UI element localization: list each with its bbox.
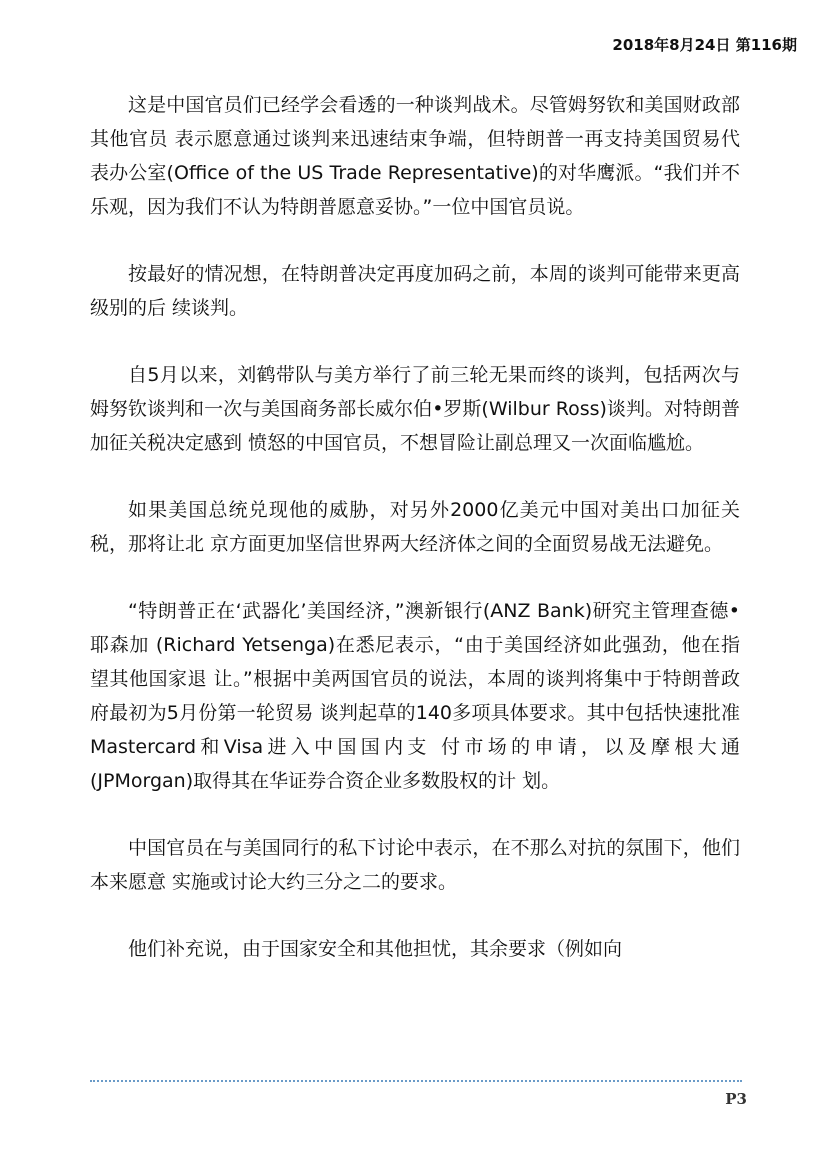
- article-body: [90, 88, 740, 999]
- paragraph-5: “特朗普正在‘武器化’美国经济，”澳新银行(ANZ Bank)研究主管理查德•耶森加 (Richard Yetsenga)在悉尼表示，“由于美国经济如此强劲，他在指望其他国家退 让。”根据中美两国官员的说法，本周的谈判将集中于特朗普政府最初为5月份第一轮贸易 谈判起草的140多项具体要求。其中包括快速批准Mastercard和Visa进入中国国内支 付市场的申请，以及摩根大通(JPMorgan)取得其在华证券合资企业多数股权的计 划。: [90, 600, 740, 792]
- paragraph-6: 中国官员在与美国同行的私下讨论中表示，在不那么对抗的氛围下，他们本来愿意 实施或讨论大约三分之二的要求。: [90, 837, 740, 893]
- paragraph-3: 自5月以来，刘鹤带队与美方举行了前三轮无果而终的谈判，包括两次与姆努钦谈判和一次与美国商务部长威尔伯•罗斯(Wilbur Ross)谈判。对特朗普加征关税决定感到 愤怒的中国官员，不想冒险让副总理又一次面临尴尬。: [90, 364, 740, 454]
- footer-divider: [90, 1080, 742, 1082]
- paragraph-4: 如果美国总统兑现他的威胁，对另外2000亿美元中国对美出口加征关税，那将让北 京方面更加坚信世界两大经济体之间的全面贸易战无法避免。: [90, 499, 740, 555]
- paragraph-2: 按最好的情况想，在特朗普决定再度加码之前，本周的谈判可能带来更高级别的后 续谈判。: [90, 263, 740, 319]
- issue-date-header: 2018年8月24日 第116期: [612, 36, 797, 54]
- page-number: P3: [725, 1090, 747, 1108]
- paragraph-1: 这是中国官员们已经学会看透的一种谈判战术。尽管姆努钦和美国财政部其他官员 表示愿意通过谈判来迅速结束争端，但特朗普一再支持美国贸易代表办公室(Office of the US Trade Representative)的对华鹰派。“我们并不乐观，因为我们不认为特朗普愿意妥协。”一位中国官员说。: [90, 94, 740, 218]
- paragraph-7: 他们补充说，由于国家安全和其他担忧，其余要求（例如向: [128, 938, 623, 960]
